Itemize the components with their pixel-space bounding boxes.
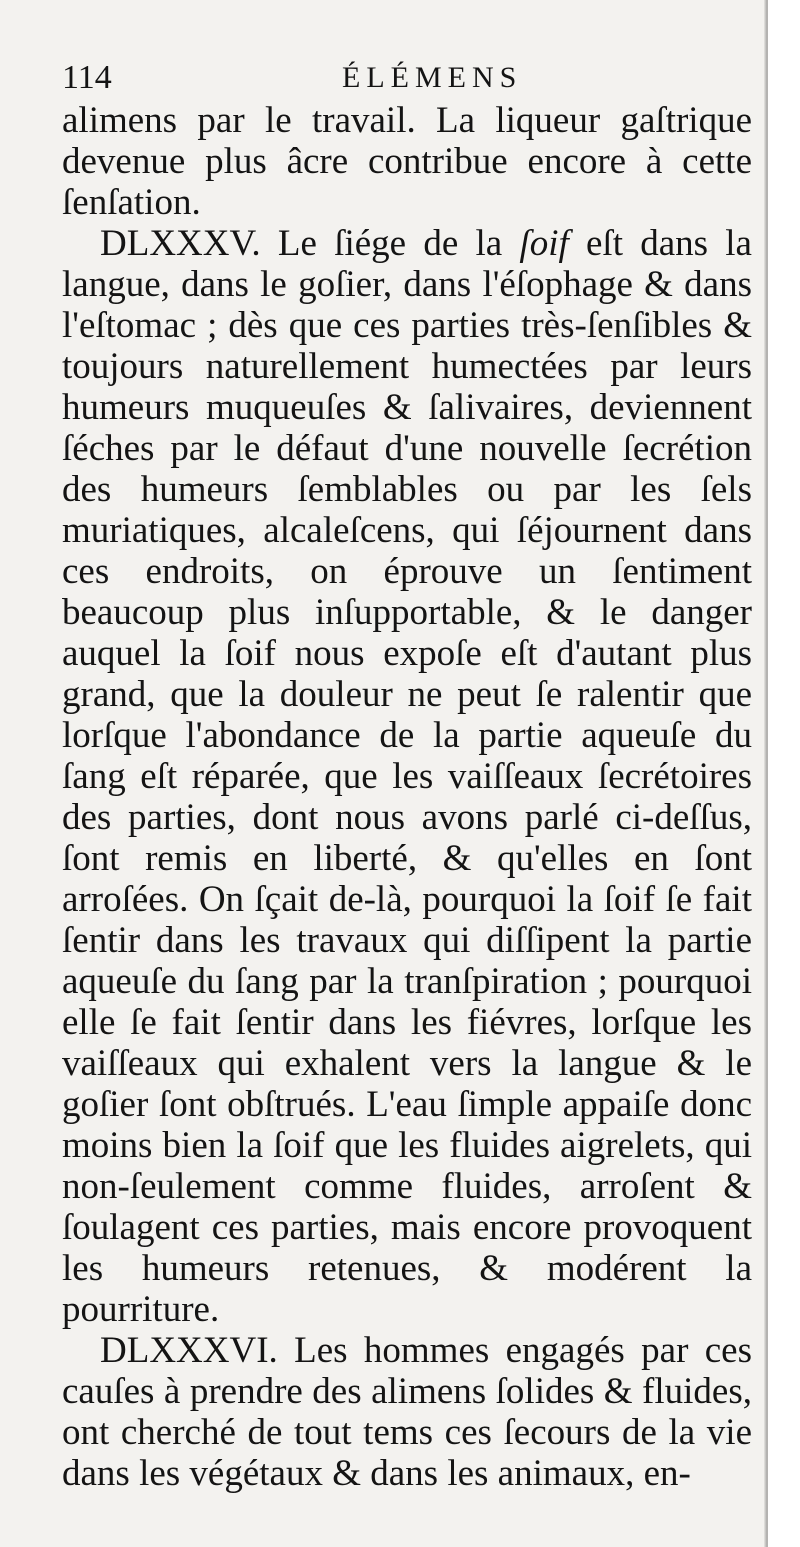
page-edge [768, 0, 800, 1547]
paragraph-dlxxxvi: DLXXXVI. Les hommes engagés par ces cauſes à prendre des alimens ſolides & fluides, ont cherché de tout tems ces ſecours de la vie dans les végétaux & dans les animaux, en- [62, 1330, 752, 1494]
paragraph-continuation: alimens par le travail. La liqueur gaſtrique devenue plus âcre contribue encore à cette ſenſation. [62, 100, 752, 223]
italic-term: ſoif [519, 223, 569, 264]
page-body [62, 100, 752, 1494]
page-header [62, 52, 752, 104]
paragraph-dlxxxv [62, 223, 752, 1330]
paragraph-dlxxxv-prefix: DLXXXV. Le ſiége de la [100, 223, 520, 264]
running-title: ÉLÉMENS [342, 61, 523, 94]
paragraph-dlxxxv-body: eſt dans la langue, dans le goſier, dans l'éſophage & dans l'eſtomac ; dès que ces parties très-ſenſibles & toujours naturellement humectées par leurs humeurs muqueuſes & ſalivaires, deviennent ſéches par le défaut d'une nouvelle ſecrétion des humeurs ſemblables ou par les ſels muriatiques, alcaleſcens, qui ſéjournent dans ces endroits, on éprouve un ſentiment beaucoup plus inſupportable, & le danger auquel la ſoif nous expoſe eſt d'autant plus grand, que la douleur ne peut ſe ralentir que lorſque l'abondance de la partie aqueuſe du ſang eſt réparée, que les vaiſſeaux ſecrétoires des parties, dont nous avons parlé ci-deſſus, ſont remis en liberté, & qu'elles en ſont arroſées. On ſçait de-là, pourquoi la ſoif ſe fait ſentir dans les travaux qui diſſipent la partie aqueuſe du ſang par la tranſpiration ; pourquoi elle ſe fait ſentir dans les fiévres, lorſque les vaiſſeaux qui exhalent vers la langue & le goſier ſont obſtrués. L'eau ſimple appaiſe donc moins bien la ſoif que les fluides aigrelets, qui non-ſeulement comme fluides, arroſent & ſoulagent ces parties, mais encore provoquent les humeurs retenues, & modérent la pourriture. [62, 223, 752, 1330]
page-number: 114 [62, 59, 112, 96]
